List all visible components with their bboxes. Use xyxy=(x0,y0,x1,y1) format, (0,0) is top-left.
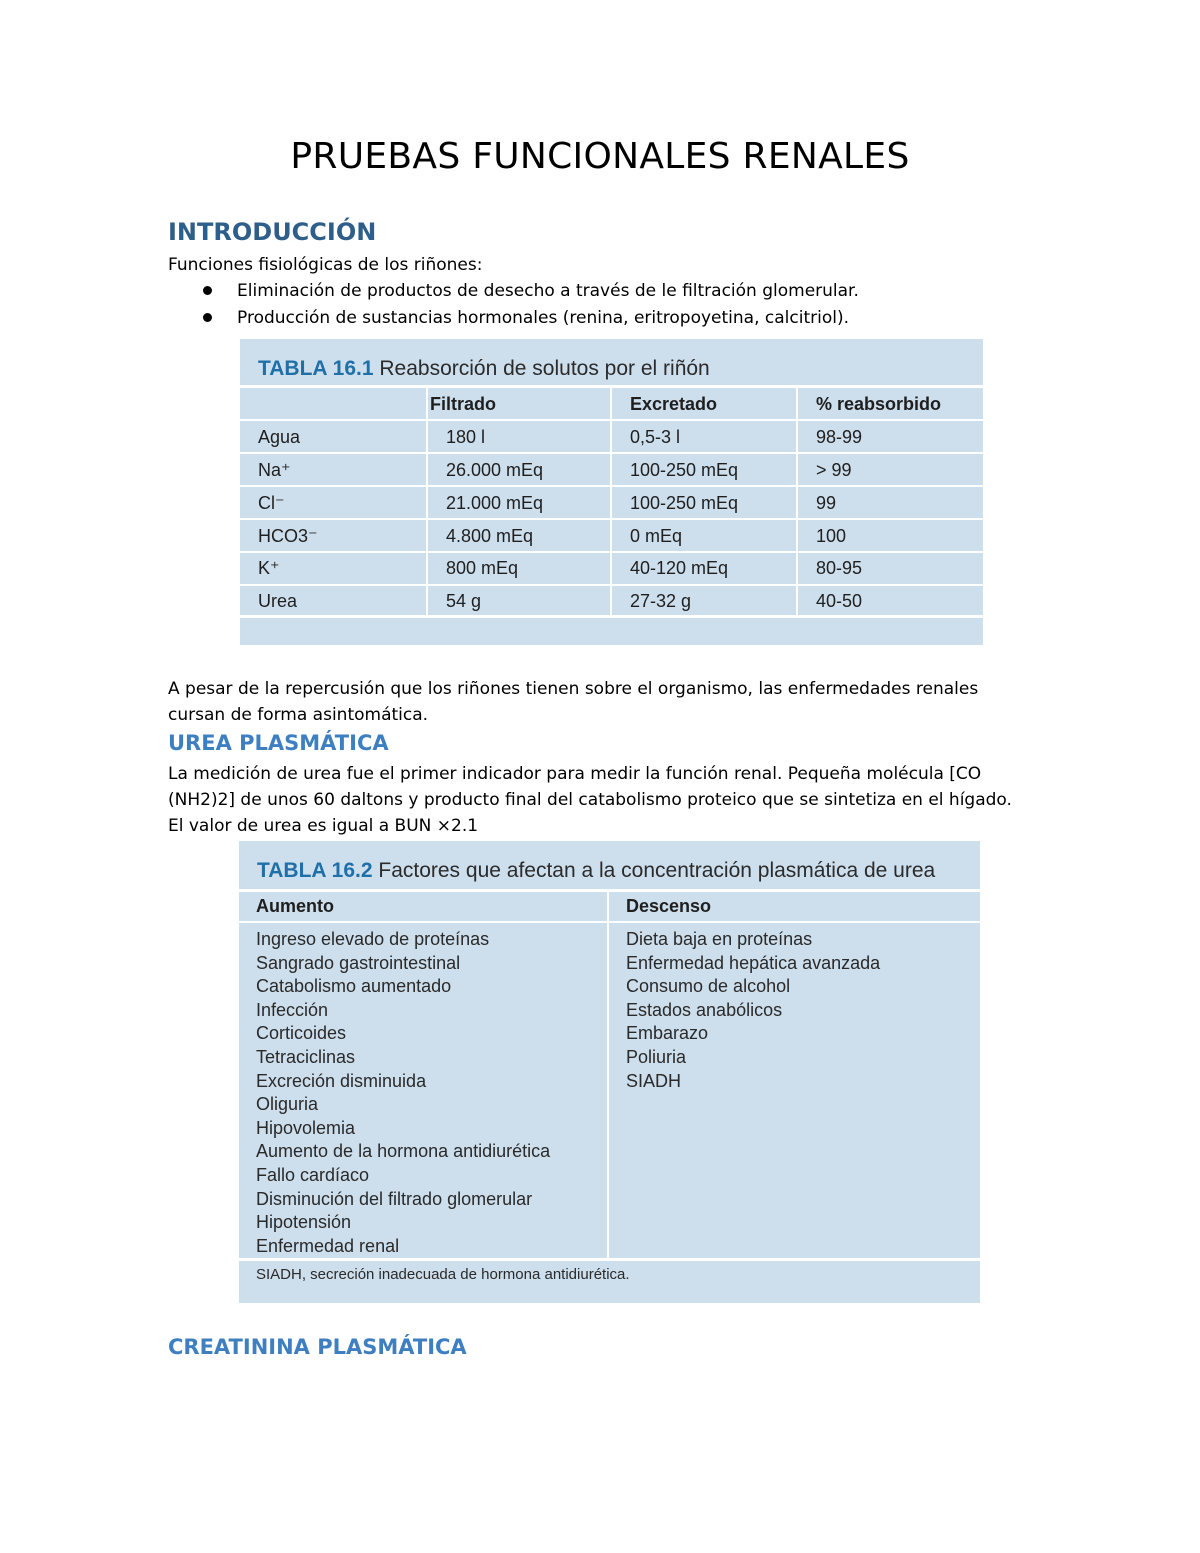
table-cell: 800 mEq xyxy=(446,558,519,578)
table-reabsorcion xyxy=(240,339,983,645)
function-list xyxy=(200,278,859,332)
heading-introduccion: INTRODUCCIÓN xyxy=(168,218,377,246)
table-cell: 0 mEq xyxy=(630,526,683,546)
list-item: Hipovolemia xyxy=(256,1117,356,1138)
table-cell: 180 l xyxy=(446,427,486,447)
table-cell: 40-120 mEq xyxy=(630,558,729,578)
table-cell: 100 xyxy=(816,526,847,546)
list-item: Sangrado gastrointestinal xyxy=(256,952,461,973)
list-item: Aumento de la hormona antidiurética xyxy=(256,1141,551,1162)
list-item: Hipotensión xyxy=(256,1212,352,1233)
table-factores-urea xyxy=(239,841,980,1303)
list-item: Producción de sustancias hormonales (renina, eritropoyetina, calcitriol). xyxy=(200,305,859,332)
bullet-icon xyxy=(203,313,212,322)
list-item: Ingreso elevado de proteínas xyxy=(256,929,490,949)
table-cell: Agua xyxy=(258,427,301,447)
list-item: Infección xyxy=(256,999,329,1020)
heading-urea: UREA PLASMÁTICA xyxy=(168,731,389,755)
table-cell: Urea xyxy=(258,591,298,611)
list-item: Corticoides xyxy=(256,1023,347,1044)
list-item: Fallo cardíaco xyxy=(256,1164,370,1185)
table-cell: 4.800 mEq xyxy=(446,526,534,546)
table-cell: 0,5-3 l xyxy=(630,427,681,447)
table-cell: K⁺ xyxy=(258,558,280,578)
intro-paragraph: A pesar de la repercusión que los riñones tienen sobre el organismo, las enfermedades renales cursan de forma asintomática. xyxy=(168,679,979,725)
table-cell: 40-50 xyxy=(816,591,863,611)
table-cell: 54 g xyxy=(446,591,482,611)
col-header-excretado: Excretado xyxy=(630,394,718,414)
table-cell: 80-95 xyxy=(816,558,863,578)
descenso-list xyxy=(626,928,880,1093)
list-item: Excreción disminuida xyxy=(256,1070,427,1091)
table-footnote: SIADH, secreción inadecuada de hormona antidiurética. xyxy=(256,1266,630,1283)
table-cell: HCO3⁻ xyxy=(258,526,318,546)
list-item: Oliguria xyxy=(256,1094,319,1115)
list-item: Estados anabólicos xyxy=(626,999,783,1020)
list-item: Enfermedad renal xyxy=(256,1235,400,1256)
heading-creatinina: CREATININA PLASMÁTICA xyxy=(168,1335,467,1359)
col-header-aumento: Aumento xyxy=(256,896,334,916)
table-cell: 98-99 xyxy=(816,427,863,447)
col-header-reabsorbido: % reabsorbido xyxy=(816,394,942,414)
list-item: Catabolismo aumentado xyxy=(256,976,452,997)
table-cell: > 99 xyxy=(816,460,852,480)
table-cell: 27-32 g xyxy=(630,591,692,611)
list-item: Enfermedad hepática avanzada xyxy=(626,952,881,973)
list-item: Poliuria xyxy=(626,1046,687,1067)
table-caption: TABLA 16.2 Factores que afectan a la concentración plasmática de urea xyxy=(257,859,936,882)
list-item: Dieta baja en proteínas xyxy=(626,929,813,949)
table-caption: TABLA 16.1 Reabsorción de solutos por el riñón xyxy=(258,357,710,380)
col-header-descenso: Descenso xyxy=(626,896,712,916)
table-cell: 26.000 mEq xyxy=(446,460,544,480)
table-cell: 100-250 mEq xyxy=(630,460,739,480)
list-item: Consumo de alcohol xyxy=(626,976,791,997)
table-cell: Na⁺ xyxy=(258,460,291,480)
list-item: Disminución del filtrado glomerular xyxy=(256,1188,533,1209)
aumento-list xyxy=(256,928,550,1258)
list-item: Tetraciclinas xyxy=(256,1046,356,1067)
list-item: Eliminación de productos de desecho a través de le filtración glomerular. xyxy=(200,278,859,305)
list-item: SIADH xyxy=(626,1070,682,1091)
intro-lead: Funciones fisiológicas de los riñones: xyxy=(168,255,483,275)
table-cell: 99 xyxy=(816,493,837,513)
bullet-icon xyxy=(203,286,212,295)
table-cell: Cl⁻ xyxy=(258,493,285,513)
urea-paragraph: La medición de urea fue el primer indicador para medir la función renal. Pequeña molécula [CO (NH2)2] de unos 60 daltons y producto final del catabolismo proteico que se sintetiza en el hígado. El valor de urea es igual a BUN ×2.1 xyxy=(168,764,1012,836)
list-item: Embarazo xyxy=(626,1023,709,1044)
table-cell: 100-250 mEq xyxy=(630,493,739,513)
table-cell: 21.000 mEq xyxy=(446,493,544,513)
col-header-filtrado: Filtrado xyxy=(430,394,496,414)
page-title: PRUEBAS FUNCIONALES RENALES xyxy=(290,136,910,177)
